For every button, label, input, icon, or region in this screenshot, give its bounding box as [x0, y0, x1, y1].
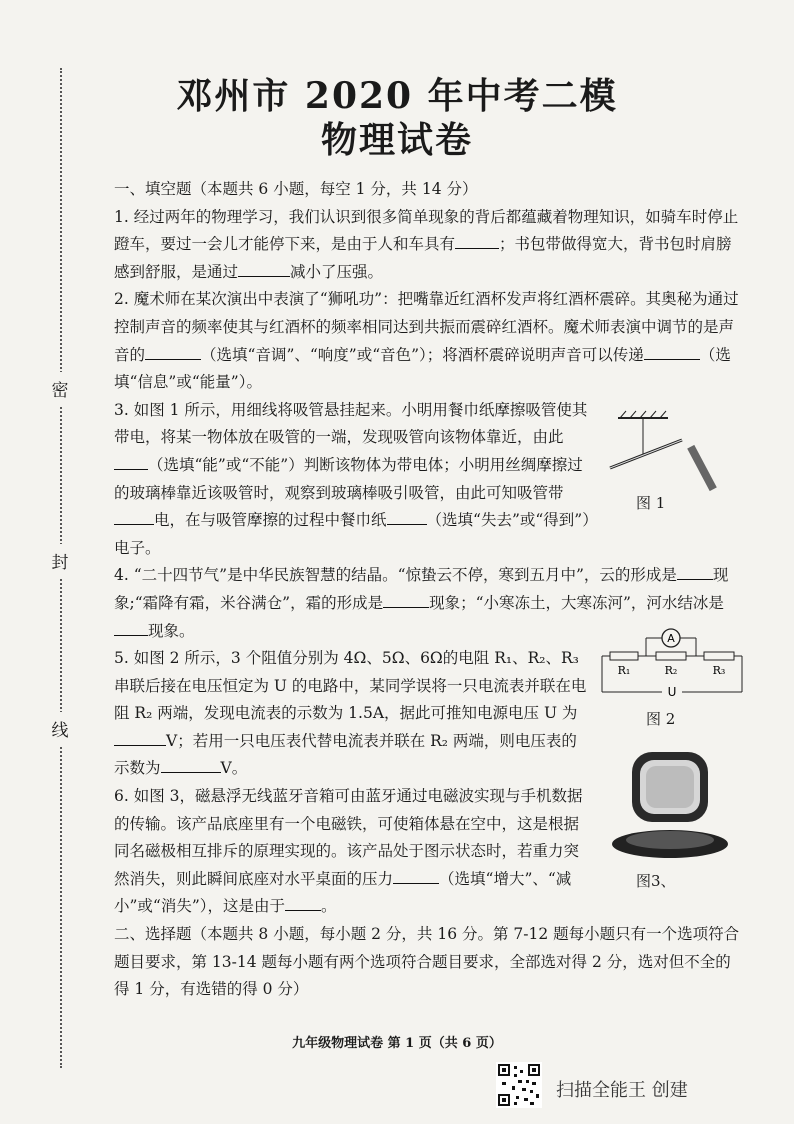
q3-text-b: （选填“能”或“不能”）判断该物体为带电体；小明用丝绸摩擦过的玻璃棒靠近该吸管时，观察到玻璃棒吸引吸管，由此可知吸管带	[114, 455, 583, 502]
scanner-watermark: 扫描全能王 创建	[556, 1080, 688, 1101]
q4-text-c: 现象；“小寒冻土，大寒冻河”，河水结冰是	[429, 593, 724, 612]
q1-text-b: ；书包带做得宽大，背书包时肩膀感到舒服，是通过	[114, 235, 732, 281]
q5-text-a: 5. 如图 2 所示，3 个阻值分别为 4Ω、5Ω、6Ω的电阻 R₁、R₂、R₃ 串联后接在电压恒定为 U 的电路中，某同学误将一只电流表并联在电阻 R₂ 两端，发现电流表的示数为 1.5A，据此可推知电源电压 U 为	[114, 649, 587, 723]
answer-blank[interactable]	[114, 507, 154, 525]
qr-code-icon	[496, 1062, 542, 1108]
seal-feng: 封	[45, 544, 75, 577]
q3-text-d: （选填“失去”或“得到”）电子。	[114, 511, 590, 557]
q6-text-a: 6. 如图 3，磁悬浮无线蓝牙音箱可由蓝牙通过电磁波实现与手机数据的传输。该产品底座里有一个电磁铁，可使箱体悬在空中，这是根据同名磁极相互排斥的原理实现的。该产品处于图示状态时，若重力突然消失，则此瞬间底座对水平桌面的压力	[114, 787, 583, 888]
q5-text-c: V。	[220, 759, 248, 778]
q2-text-c: （选填“信息”或“能量”）。	[114, 345, 731, 392]
q5-text-b: V；若用一只电压表代替电流表并联在 R₂ 两端，则电压表的示数为	[114, 731, 577, 778]
question-2	[114, 286, 742, 396]
ammeter-label: A	[667, 632, 675, 645]
figure-2-circuit	[598, 626, 748, 708]
answer-blank[interactable]	[393, 866, 439, 884]
answer-blank[interactable]	[387, 507, 427, 525]
exam-subtitle: 物理试卷	[320, 119, 473, 161]
q6-text-c: 。	[321, 897, 337, 916]
q2-text-a: 2. 魔术师在某次演出中表演了“狮吼功”：把嘴靠近红酒杯发声将红酒杯震碎。其奥秘为通过控制声音的频率使其与红酒杯的频率相同达到共振而震碎红酒杯。魔术师表演中调节的是声音的	[114, 290, 739, 364]
answer-blank[interactable]	[677, 562, 713, 580]
q6-text-b: （选填“增大”、“减小”或“消失”），这是由于	[114, 869, 572, 916]
question-6	[114, 783, 592, 921]
r1-label: R₁	[617, 664, 631, 677]
q1-text-a: 1. 经过两年的物理学习，我们认识到很多简单现象的背后都蕴藏着物理知识，如骑车时停止蹬车，要过一会儿才能停下来，是由于人和车具有	[114, 207, 739, 254]
figure-1-caption: 图 1	[636, 494, 666, 512]
q4-text-d: 现象。	[148, 621, 195, 640]
q3-text-c: 电，在与吸管摩擦的过程中餐巾纸	[154, 511, 387, 530]
answer-blank[interactable]	[383, 590, 429, 608]
answer-blank[interactable]	[455, 231, 499, 249]
answer-blank[interactable]	[114, 728, 166, 746]
r2-label: R₂	[664, 664, 678, 677]
section1-heading: 一、填空题（本题共 6 小题，每空 1 分，共 14 分）	[114, 180, 478, 198]
answer-blank[interactable]	[161, 755, 221, 773]
seal-mi: 密	[45, 372, 75, 405]
exam-title: 邓州市 2020 年中考二模	[176, 75, 618, 117]
figure-3-caption: 图3、	[636, 872, 676, 890]
answer-blank[interactable]	[644, 342, 700, 360]
figure-1-straw	[598, 408, 738, 498]
answer-blank[interactable]	[285, 893, 321, 911]
q3-text-a: 3. 如图 1 所示，用细线将吸管悬挂起来。小明用餐巾纸摩擦吸管使其带电，将某一物体放在吸管的一端，发现吸管向该物体靠近，由此	[114, 400, 588, 447]
page-footer: 九年级物理试卷 第 1 页（共 6 页）	[292, 1036, 502, 1051]
q4-text-b: 现象;“霜降有霜，米谷满仓”，霜的形成是	[114, 566, 729, 612]
figure-3-speaker	[606, 744, 734, 862]
answer-blank[interactable]	[238, 259, 290, 277]
q2-text-b: （选填“音调”、“响度”或“音色”）；将酒杯震碎说明声音可以传递	[201, 345, 644, 364]
question-1	[114, 204, 742, 287]
q1-text-c: 减小了压强。	[290, 262, 384, 281]
answer-blank[interactable]	[114, 618, 148, 636]
q4-text-a: 4. “二十四节气”是中华民族智慧的结晶。“惊蛰云不停，寒到五月中”，云的形成是	[114, 566, 677, 585]
figure-2-caption: 图 2	[646, 710, 676, 728]
question-3	[114, 397, 592, 563]
seal-xian: 线	[45, 712, 75, 745]
question-5	[114, 645, 592, 783]
answer-blank[interactable]	[145, 342, 201, 360]
section2-heading: 二、选择题（本题共 8 小题，每小题 2 分，共 16 分。第 7-12 题每小题只有一个选项符合题目要求，第 13-14 题每小题有两个选项符合题目要求，全部选对得 2 分，选对但不全的得 1 分，有选错的得 0 分）	[114, 925, 740, 999]
r3-label: R₃	[712, 664, 726, 677]
answer-blank[interactable]	[114, 452, 148, 470]
voltage-label: U	[667, 685, 677, 699]
